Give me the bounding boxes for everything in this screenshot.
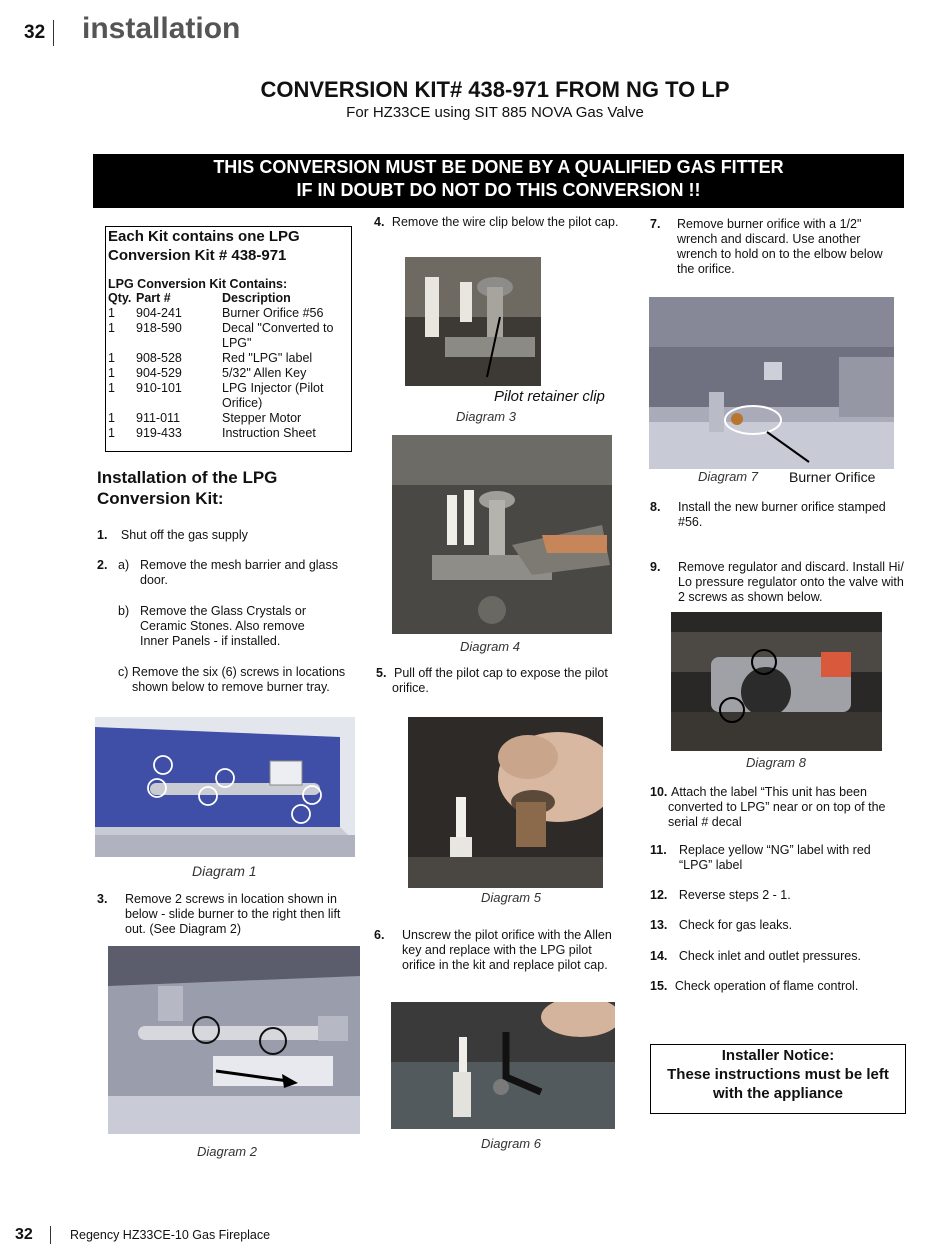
installation-heading-line-1: Installation of the LPG — [97, 468, 278, 487]
step-10 — [650, 785, 900, 830]
step-6 — [374, 928, 624, 973]
step-2b — [118, 604, 323, 649]
step-number: 1. — [97, 528, 108, 542]
cell-qty: 1 — [108, 321, 115, 335]
step-text: Remove burner orifice with a 1/2" wrench and discard. Use another wrench to hold on to the elbow below the orifice. — [677, 217, 883, 276]
section-title: installation — [82, 12, 241, 45]
step-number: 3. — [97, 892, 108, 906]
step-text: c) Remove the six (6) screws in locations shown below to remove burner tray. — [118, 665, 346, 694]
step-text: Install the new burner orifice stamped #56. — [678, 500, 886, 529]
cell-part: 911-011 — [136, 411, 181, 425]
kit-contents-box — [105, 226, 352, 452]
table-row — [108, 381, 334, 411]
step-text: Remove the wire clip below the pilot cap. — [391, 215, 619, 229]
step-number: 14. — [650, 949, 668, 963]
cell-qty: 1 — [108, 411, 115, 425]
step-11 — [650, 843, 900, 873]
cell-desc: Red "LPG" label — [222, 351, 313, 365]
step-8 — [650, 500, 900, 530]
step-text: Reverse steps 2 - 1. — [678, 888, 791, 902]
kit-parts-table — [108, 291, 334, 441]
cell-qty: 1 — [108, 306, 115, 320]
step-number: 5. — [376, 666, 387, 680]
step-number: 10. — [650, 785, 668, 799]
installation-heading — [97, 467, 277, 509]
step-15 — [650, 979, 858, 994]
step-text: Pull off the pilot cap to expose the pilot orifice. — [392, 666, 608, 695]
cell-part: 910-101 — [136, 381, 182, 395]
diagram-6-caption: Diagram 6 — [481, 1136, 541, 1151]
pilot-clip-label: Pilot retainer clip — [494, 388, 605, 405]
step-12 — [650, 888, 791, 903]
col-part: Part # — [136, 291, 171, 305]
cell-qty: 1 — [108, 351, 115, 365]
step-number: 2. — [97, 558, 108, 572]
diagram-5-image — [408, 717, 603, 888]
cell-desc: Stepper Motor — [222, 411, 302, 425]
page-title: CONVERSION KIT# 438-971 FROM NG TO LP — [260, 77, 730, 102]
table-row — [108, 426, 334, 441]
notice-line-2: These instructions must be left — [667, 1066, 889, 1083]
cell-qty: 1 — [108, 366, 115, 380]
cell-part: 904-241 — [136, 306, 182, 320]
step-number: 11. — [650, 843, 667, 857]
step-number: 13. — [650, 918, 668, 932]
cell-part: 918-590 — [136, 321, 182, 335]
diagram-3-image — [405, 257, 541, 386]
step-number: 6. — [374, 928, 385, 942]
step-number: 9. — [650, 560, 661, 574]
diagram-1-caption: Diagram 1 — [192, 863, 257, 879]
step-14 — [650, 949, 861, 964]
step-text: Remove the mesh barrier and glass door. — [140, 558, 339, 587]
step-1 — [97, 528, 248, 543]
step-7 — [650, 217, 895, 277]
step-number: 12. — [650, 888, 668, 902]
diagram-6-image — [391, 1002, 615, 1129]
step-3 — [97, 892, 352, 937]
substep-label: b) — [118, 604, 130, 618]
header-divider — [53, 20, 54, 46]
footer-divider — [50, 1226, 51, 1244]
cell-desc: Decal "Converted to LPG" — [222, 321, 334, 350]
table-row — [108, 411, 334, 426]
step-number: 7. — [650, 217, 661, 231]
step-text: Unscrew the pilot orifice with the Allen key and replace with the LPG pilot orifice in the kit and replace pilot cap. — [402, 928, 612, 972]
warning-banner — [93, 154, 904, 208]
step-13 — [650, 918, 792, 933]
cell-part: 908-528 — [136, 351, 182, 365]
cell-qty: 1 — [108, 426, 115, 440]
step-text: Remove regulator and discard. Install Hi/ Lo pressure regulator onto the valve with 2 screws as shown below. — [678, 560, 904, 604]
diagram-2-image — [108, 946, 360, 1134]
cell-qty: 1 — [108, 381, 115, 395]
warning-line-2: IF IN DOUBT DO NOT DO THIS CONVERSION !! — [296, 180, 701, 200]
step-2a — [97, 558, 352, 588]
cell-desc: LPG Injector (Pilot Orifice) — [222, 381, 324, 410]
diagram-8-image — [671, 612, 882, 751]
table-row — [108, 366, 334, 381]
step-text: Remove 2 screws in location shown in below - slide burner to the right then lift out. (See Diagram 2) — [125, 892, 341, 936]
burner-orifice-label: Burner Orifice — [789, 469, 876, 485]
diagram-1-image — [95, 717, 355, 857]
notice-line-3: with the appliance — [712, 1085, 844, 1102]
diagram-2-caption: Diagram 2 — [197, 1144, 257, 1159]
step-text: Check for gas leaks. — [678, 918, 793, 932]
cell-desc: 5/32" Allen Key — [222, 366, 307, 380]
step-text: Attach the label “This unit has been converted to LPG” near or on top of the serial # decal — [668, 785, 886, 829]
step-2c — [118, 665, 358, 695]
step-number: 15. — [650, 979, 668, 993]
step-number: 4. — [374, 215, 385, 229]
diagram-5-caption: Diagram 5 — [481, 890, 541, 905]
table-row — [108, 321, 334, 351]
kit-contents-label: LPG Conversion Kit Contains: — [108, 277, 288, 291]
diagram-7-image — [649, 297, 894, 469]
step-9 — [650, 560, 910, 605]
warning-line-1: THIS CONVERSION MUST BE DONE BY A QUALIFIED GAS FITTER — [213, 157, 784, 177]
table-row — [108, 306, 334, 321]
kit-table-header — [108, 291, 334, 306]
table-row — [108, 351, 334, 366]
cell-part: 904-529 — [136, 366, 182, 380]
substep-label: a) — [118, 558, 130, 572]
kit-heading-line-1: Each Kit contains one LPG — [108, 228, 300, 245]
page-subtitle: For HZ33CE using SIT 885 NOVA Gas Valve — [346, 104, 644, 121]
diagram-3-caption: Diagram 3 — [456, 409, 516, 424]
diagram-4-image — [392, 435, 612, 634]
diagram-8-caption: Diagram 8 — [746, 755, 806, 770]
step-4 — [374, 215, 634, 230]
cell-part: 919-433 — [136, 426, 182, 440]
installation-heading-line-2: Conversion Kit: — [97, 489, 224, 508]
step-text: Remove the Glass Crystals or Ceramic Stones. Also remove Inner Panels - if installed. — [140, 604, 307, 648]
step-5 — [376, 666, 631, 696]
step-text: Check inlet and outlet pressures. — [678, 949, 861, 963]
installer-notice-box — [650, 1044, 906, 1114]
diagram-7-caption: Diagram 7 — [698, 469, 758, 484]
cell-desc: Burner Orifice #56 — [222, 306, 324, 320]
cell-desc: Instruction Sheet — [222, 426, 316, 440]
header-page-number: 32 — [24, 22, 46, 43]
step-text: Replace yellow “NG” label with red “LPG” label — [679, 843, 871, 872]
diagram-4-caption: Diagram 4 — [460, 639, 520, 654]
kit-heading-line-2: Conversion Kit # 438-971 — [108, 247, 287, 264]
col-description: Description — [222, 291, 291, 305]
step-text: Shut off the gas supply — [120, 528, 248, 542]
footer-page-number: 32 — [15, 1226, 33, 1243]
col-qty: Qty. — [108, 291, 132, 305]
step-text: Check operation of flame control. — [674, 979, 859, 993]
step-number: 8. — [650, 500, 661, 514]
notice-line-1: Installer Notice: — [721, 1047, 835, 1064]
kit-heading — [108, 227, 349, 265]
footer-text: Regency HZ33CE-10 Gas Fireplace — [70, 1228, 271, 1242]
